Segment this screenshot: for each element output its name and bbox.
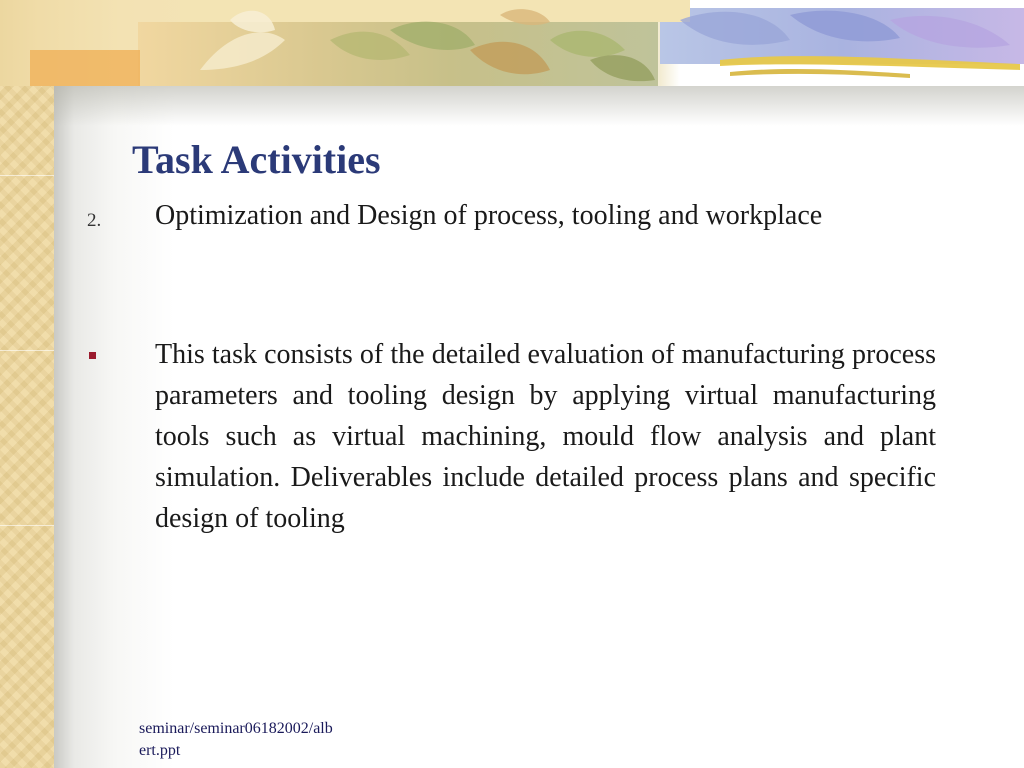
- bullet-marker: [89, 352, 96, 359]
- leaf-banner: [0, 0, 1024, 86]
- banner-shadow: [54, 86, 1024, 126]
- item-number: 2.: [87, 210, 102, 231]
- slide-title: Task Activities: [132, 137, 381, 182]
- bullet-text: This task consists of the detailed evaluation of manufacturing process parameters and tooling design by applying virtual manufacturing tools such as virtual machining, mould flow analysis and plant simulation. Deliverables include detailed process plans and specific design of tooling: [155, 339, 936, 534]
- parchment-strip: [0, 0, 54, 768]
- leaf-banner-art: [30, 0, 1024, 86]
- item-text: Optimization and Design of process, tooling and workplace: [155, 200, 823, 231]
- footer-path: seminar/seminar06182002/albert.ppt: [139, 720, 333, 759]
